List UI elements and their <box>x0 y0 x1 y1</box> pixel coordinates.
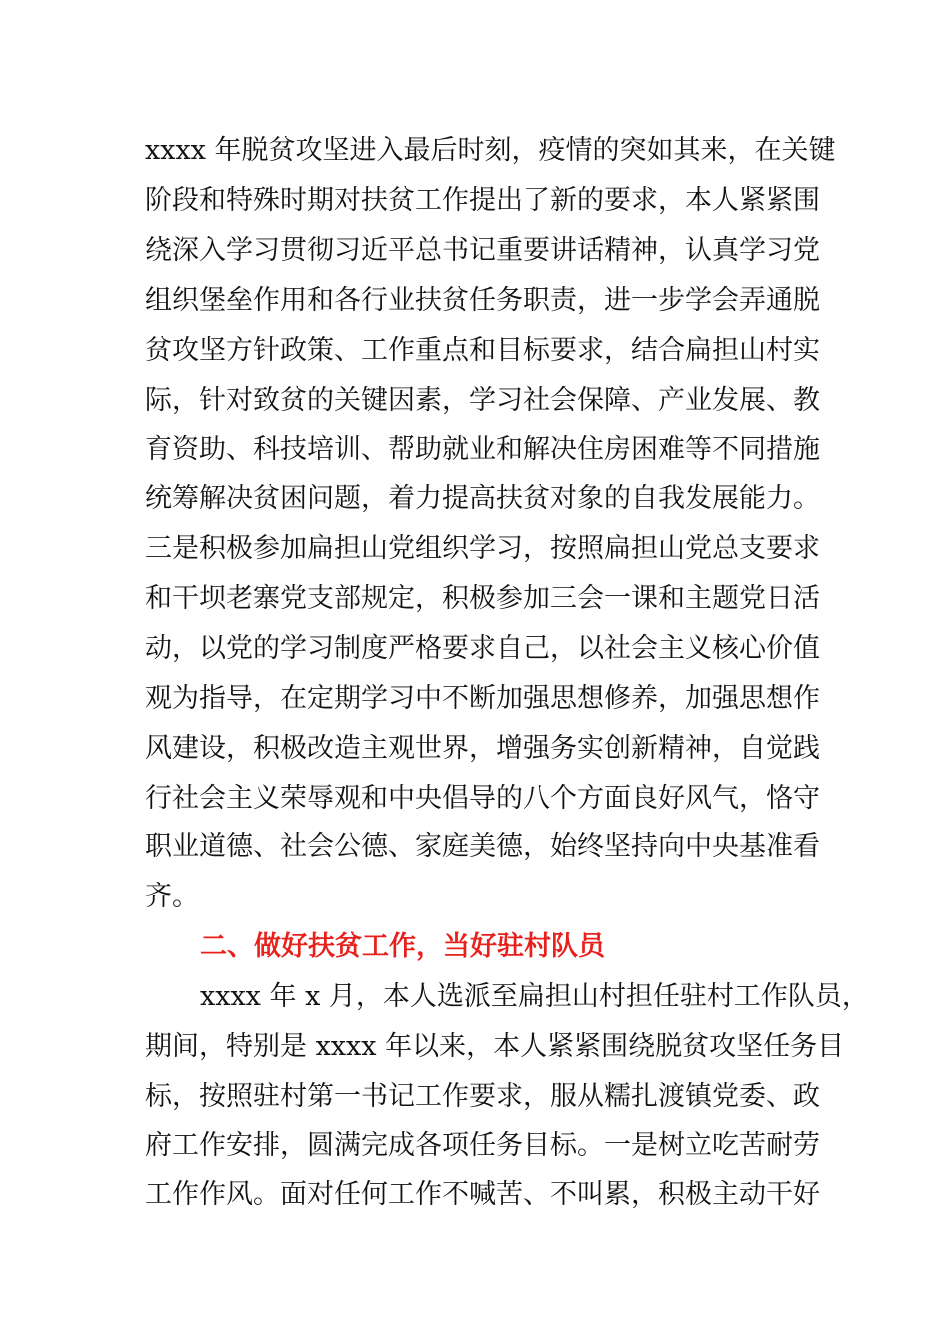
body-text-line: 贫攻坚方针政策、工作重点和目标要求，结合扁担山村实 <box>145 335 820 366</box>
body-text-line: 组织堡垒作用和各行业扶贫任务职责，进一步学会弄通脱 <box>145 285 820 316</box>
body-text-line: xxxx 年脱贫攻坚进入最后时刻，疫情的突如其来，在关键 <box>145 135 836 166</box>
body-text-line: 和干坝老寨党支部规定，积极参加三会一课和主题党日活 <box>145 583 820 614</box>
body-text-line: 职业道德、社会公德、家庭美德，始终坚持向中央基准看 <box>145 831 820 862</box>
body-text-line: 统筹解决贫困问题，着力提高扶贫对象的自我发展能力。 <box>145 483 820 514</box>
body-text-line: 标，按照驻村第一书记工作要求，服从糯扎渡镇党委、政 <box>145 1081 820 1112</box>
body-text-line: 绕深入学习贯彻习近平总书记重要讲话精神，认真学习党 <box>145 235 820 266</box>
body-text-line: 三是积极参加扁担山党组织学习，按照扁担山党总支要求 <box>145 533 820 564</box>
body-text-line: xxxx 年 x 月，本人选派至扁担山村担任驻村工作队员， <box>200 981 869 1012</box>
body-text-line: 府工作安排，圆满完成各项任务目标。一是树立吃苦耐劳 <box>145 1130 820 1161</box>
body-text-line: 际，针对致贫的关键因素，学习社会保障、产业发展、教 <box>145 385 820 416</box>
body-text-line: 动，以党的学习制度严格要求自己，以社会主义核心价值 <box>145 633 820 664</box>
body-text-line: 育资助、科技培训、帮助就业和解决住房困难等不同措施 <box>145 434 820 465</box>
body-text-line: 工作作风。面对任何工作不喊苦、不叫累，积极主动干好 <box>145 1179 820 1210</box>
body-text-line: 行社会主义荣辱观和中央倡导的八个方面良好风气，恪守 <box>145 783 820 814</box>
body-text-line: 阶段和特殊时期对扶贫工作提出了新的要求，本人紧紧围 <box>145 185 820 216</box>
body-text-line: 齐。 <box>145 881 199 912</box>
section-heading: 二、做好扶贫工作，当好驻村队员 <box>200 931 605 962</box>
body-text-line: 观为指导，在定期学习中不断加强思想修养，加强思想作 <box>145 683 820 714</box>
body-text-line: 期间，特别是 xxxx 年以来，本人紧紧围绕脱贫攻坚任务目 <box>145 1031 845 1062</box>
body-text-line: 风建设，积极改造主观世界，增强务实创新精神，自觉践 <box>145 733 820 764</box>
